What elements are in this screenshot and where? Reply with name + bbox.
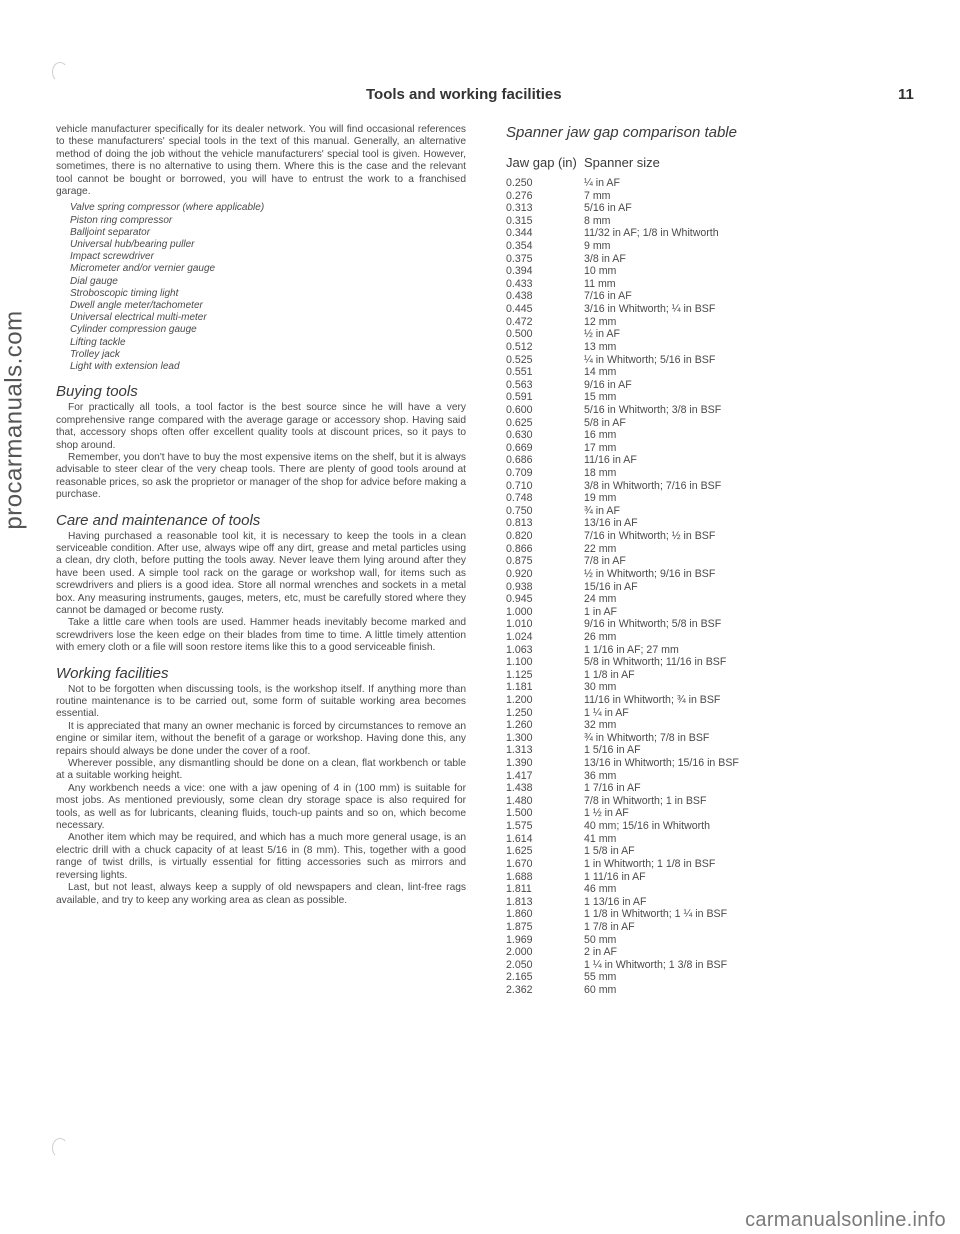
jaw-gap-cell: 2.050 bbox=[506, 958, 533, 971]
jaw-gap-cell: 0.472 bbox=[506, 315, 533, 328]
table-row bbox=[506, 366, 906, 379]
table-title: Spanner jaw gap comparison table bbox=[506, 124, 737, 141]
scan-mark-top bbox=[52, 62, 68, 82]
spanner-size-cell: 13/16 in Whitworth; 15/16 in BSF bbox=[584, 757, 739, 770]
table-row bbox=[506, 606, 906, 619]
page-number: 11 bbox=[898, 86, 914, 103]
jaw-gap-cell: 0.591 bbox=[506, 391, 533, 404]
spanner-size-cell: 7/16 in Whitworth; ½ in BSF bbox=[584, 530, 716, 543]
jaw-gap-cell: 0.669 bbox=[506, 441, 533, 454]
table-row bbox=[506, 379, 906, 392]
table-row bbox=[506, 240, 906, 253]
spanner-size-cell: 9/16 in AF bbox=[584, 378, 632, 391]
jaw-gap-cell: 0.313 bbox=[506, 202, 533, 215]
table-row bbox=[506, 278, 906, 291]
jaw-gap-cell: 0.938 bbox=[506, 580, 533, 593]
spanner-size-cell: 18 mm bbox=[584, 467, 617, 480]
jaw-gap-cell: 0.525 bbox=[506, 353, 533, 366]
jaw-gap-cell: 1.625 bbox=[506, 845, 533, 858]
spanner-size-cell: 1 1/8 in Whitworth; 1 ¼ in BSF bbox=[584, 908, 728, 921]
table-row bbox=[506, 984, 906, 997]
jaw-gap-cell: 0.866 bbox=[506, 542, 533, 555]
jaw-gap-cell: 0.344 bbox=[506, 227, 533, 240]
table-row bbox=[506, 833, 906, 846]
table-row bbox=[506, 908, 906, 921]
jaw-gap-cell: 1.063 bbox=[506, 643, 533, 656]
jaw-gap-cell: 0.551 bbox=[506, 366, 533, 379]
list-item: Impact screwdriver bbox=[70, 251, 154, 263]
table-row bbox=[506, 417, 906, 430]
table-row bbox=[506, 618, 906, 631]
table-body bbox=[506, 177, 906, 997]
jaw-gap-cell: 0.600 bbox=[506, 403, 533, 416]
spanner-size-cell: 5/8 in AF bbox=[584, 416, 626, 429]
jaw-gap-cell: 0.500 bbox=[506, 328, 533, 341]
spanner-size-cell: 50 mm bbox=[584, 933, 617, 946]
table-row bbox=[506, 858, 906, 871]
jaw-gap-cell: 1.860 bbox=[506, 908, 533, 921]
spanner-size-cell: 3/8 in AF bbox=[584, 252, 626, 265]
table-row bbox=[506, 656, 906, 669]
table-row bbox=[506, 581, 906, 594]
spanner-size-cell: 40 mm; 15/16 in Whitworth bbox=[584, 820, 710, 833]
jaw-gap-cell: 1.200 bbox=[506, 693, 533, 706]
table-row bbox=[506, 253, 906, 266]
table-row bbox=[506, 744, 906, 757]
working-paragraph-3: Wherever possible, any dismantling should be done on a clean, flat workbench or table at a suitable working height. bbox=[56, 758, 466, 782]
spanner-size-cell: 11/16 in Whitworth; ¾ in BSF bbox=[584, 693, 721, 706]
column-header-spanner-size: Spanner size bbox=[584, 155, 660, 170]
jaw-gap-cell: 0.354 bbox=[506, 240, 533, 253]
jaw-gap-cell: 0.445 bbox=[506, 303, 533, 316]
spanner-size-cell: 5/8 in Whitworth; 11/16 in BSF bbox=[584, 656, 727, 669]
spanner-size-cell: 7/8 in AF bbox=[584, 555, 626, 568]
jaw-gap-cell: 1.300 bbox=[506, 731, 533, 744]
jaw-gap-cell: 0.709 bbox=[506, 467, 533, 480]
jaw-gap-cell: 0.394 bbox=[506, 265, 533, 278]
list-item: Universal electrical multi-meter bbox=[70, 312, 207, 324]
spanner-size-cell: 19 mm bbox=[584, 492, 617, 505]
table-row bbox=[506, 328, 906, 341]
spanner-size-cell: 9/16 in Whitworth; 5/8 in BSF bbox=[584, 618, 722, 631]
jaw-gap-cell: 2.000 bbox=[506, 946, 533, 959]
table-row bbox=[506, 681, 906, 694]
jaw-gap-cell: 1.417 bbox=[506, 769, 533, 782]
jaw-gap-cell: 1.811 bbox=[506, 883, 532, 896]
table-row bbox=[506, 177, 906, 190]
jaw-gap-cell: 1.813 bbox=[506, 895, 533, 908]
table-row bbox=[506, 934, 906, 947]
list-item: Universal hub/bearing puller bbox=[70, 239, 195, 251]
spanner-size-cell: 17 mm bbox=[584, 441, 617, 454]
jaw-gap-cell: 0.820 bbox=[506, 530, 533, 543]
working-facilities-heading: Working facilities bbox=[56, 664, 169, 682]
jaw-gap-cell: 0.813 bbox=[506, 517, 533, 530]
table-row bbox=[506, 707, 906, 720]
table-row bbox=[506, 492, 906, 505]
jaw-gap-cell: 2.165 bbox=[506, 971, 533, 984]
spanner-size-cell: 22 mm bbox=[584, 542, 617, 555]
jaw-gap-cell: 0.630 bbox=[506, 429, 533, 442]
spanner-size-cell: 60 mm bbox=[584, 984, 617, 996]
spanner-size-cell: 10 mm bbox=[584, 265, 617, 278]
left-column bbox=[56, 124, 466, 907]
spanner-size-cell: ½ in AF bbox=[584, 328, 620, 341]
table-row bbox=[506, 505, 906, 518]
spanner-size-cell: 46 mm bbox=[584, 883, 617, 896]
spanner-size-cell: 32 mm bbox=[584, 719, 617, 732]
working-paragraph-6: Last, but not least, always keep a supply of old newspapers and clean, lint-free rags available, and try to keep any working area as clean as possible. bbox=[56, 882, 466, 906]
jaw-gap-cell: 1.100 bbox=[506, 656, 533, 669]
table-row bbox=[506, 316, 906, 329]
table-row bbox=[506, 543, 906, 556]
table-row bbox=[506, 971, 906, 984]
list-item: Lifting tackle bbox=[70, 336, 126, 348]
table-row bbox=[506, 190, 906, 203]
jaw-gap-cell: 0.625 bbox=[506, 416, 533, 429]
jaw-gap-cell: 1.614 bbox=[506, 832, 533, 845]
table-row bbox=[506, 795, 906, 808]
jaw-gap-cell: 0.438 bbox=[506, 290, 533, 303]
spanner-size-cell: 12 mm bbox=[584, 315, 617, 328]
table-row bbox=[506, 669, 906, 682]
table-row bbox=[506, 442, 906, 455]
spanner-size-cell: 3/8 in Whitworth; 7/16 in BSF bbox=[584, 479, 722, 492]
table-row bbox=[506, 946, 906, 959]
working-paragraph-2: It is appreciated that many an owner mechanic is forced by circumstances to remove an engine or similar item, without the benefit of a garage or workshop. Having done this, any repairs should always be done under the cover of a roof. bbox=[56, 720, 466, 757]
spanner-size-cell: 11/32 in AF; 1/8 in Whitworth bbox=[584, 227, 719, 240]
list-item: Dial gauge bbox=[70, 275, 118, 287]
jaw-gap-cell: 1.688 bbox=[506, 870, 533, 883]
table-row bbox=[506, 467, 906, 480]
spanner-size-cell: 15/16 in AF bbox=[584, 580, 638, 593]
table-row bbox=[506, 732, 906, 745]
spanner-size-cell: 14 mm bbox=[584, 366, 617, 379]
table-row bbox=[506, 782, 906, 795]
spanner-size-cell: 7 mm bbox=[584, 189, 611, 202]
table-row bbox=[506, 354, 906, 367]
jaw-gap-cell: 1.575 bbox=[506, 820, 533, 833]
jaw-gap-cell: 1.024 bbox=[506, 630, 533, 643]
spanner-size-cell: 11/16 in AF bbox=[584, 454, 637, 467]
table-row bbox=[506, 391, 906, 404]
spanner-size-cell: 55 mm bbox=[584, 971, 617, 984]
care-paragraph-2: Take a little care when tools are used. Hammer heads inevitably become marked and screwdrivers lose the keen edge on their blades from time to time. A little timely attention with emery cloth or a file will soon restore items like this to a good serviceable finish. bbox=[56, 617, 466, 654]
spanner-size-cell: 9 mm bbox=[584, 240, 611, 253]
scan-mark-bottom bbox=[52, 1138, 68, 1158]
table-row bbox=[506, 341, 906, 354]
jaw-gap-cell: 0.750 bbox=[506, 504, 533, 517]
spanner-size-cell: 36 mm bbox=[584, 769, 617, 782]
buying-tools-heading: Buying tools bbox=[56, 383, 138, 401]
bottom-watermark: carmanualsonline.info bbox=[745, 1209, 946, 1231]
table-row bbox=[506, 921, 906, 934]
jaw-gap-cell: 0.875 bbox=[506, 555, 533, 568]
working-paragraph-1: Not to be forgotten when discussing tools, is the workshop itself. If anything more than routine maintenance is to be carried out, some form of suitable working area becomes essential. bbox=[56, 683, 466, 720]
table-row bbox=[506, 757, 906, 770]
spanner-size-cell: 16 mm bbox=[584, 429, 617, 442]
jaw-gap-cell: 0.748 bbox=[506, 492, 533, 505]
table-row bbox=[506, 770, 906, 783]
spanner-size-cell: 13 mm bbox=[584, 340, 617, 353]
buying-paragraph-2: Remember, you don't have to buy the most expensive items on the shelf, but it is always advisable to steer clear of the very cheap tools. There are plenty of good tools around at reasonable prices, so ask the proprietor or manager of the shop for advice before making a purchase. bbox=[56, 451, 466, 501]
table-row bbox=[506, 480, 906, 493]
jaw-gap-cell: 1.390 bbox=[506, 757, 533, 770]
table-row bbox=[506, 227, 906, 240]
spanner-size-cell: 3/16 in Whitworth; ¼ in BSF bbox=[584, 303, 716, 316]
table-row bbox=[506, 820, 906, 833]
spanner-size-cell: 7/16 in AF bbox=[584, 290, 632, 303]
spanner-size-cell: 7/8 in Whitworth; 1 in BSF bbox=[584, 794, 707, 807]
working-paragraph-4: Any workbench needs a vice: one with a jaw opening of 4 in (100 mm) is suitable for most jobs. As mentioned previously, some clean dry storage space is also required for tools, as well as for lubricants, cleaning fluids, touch-up paints and so on, which become necessary. bbox=[56, 782, 466, 832]
spanner-size-cell: 1 11/16 in AF bbox=[584, 870, 646, 883]
jaw-gap-cell: 1.438 bbox=[506, 782, 533, 795]
table-row bbox=[506, 530, 906, 543]
spanner-size-cell: 1 1/8 in AF bbox=[584, 668, 635, 681]
intro-paragraph: vehicle manufacturer specifically for its dealer network. You will find occasional references to these manufacturers' special tools in the text of this manual. Generally, an alternative method of doing the job without the vehicle manufacturers' special tool is given. However, sometimes, there is no alternative to using them. Where this is the case and the relevant tool cannot be bought or borrowed, you will have to entrust the work to a franchised garage. bbox=[56, 124, 466, 198]
jaw-gap-cell: 1.010 bbox=[506, 618, 533, 631]
spanner-size-cell: 24 mm bbox=[584, 593, 617, 606]
care-paragraph-1: Having purchased a reasonable tool kit, it is necessary to keep the tools in a clean serviceable condition. After use, always wipe off any dirt, grease and metal particles using a clean, dry cloth, before putting the tools away. Never leave them lying around after they have been used. A simple tool rack on the garage or workshop wall, for items such as screwdrivers and pliers is a good idea. Store all normal wrenches and sockets in a metal box. Any measuring instruments, gauges, meters, etc, must be carefully stored where they cannot be damaged or become rusty. bbox=[56, 530, 466, 616]
list-item: Valve spring compressor (where applicable) bbox=[70, 202, 265, 214]
spanner-size-cell: 5/16 in Whitworth; 3/8 in BSF bbox=[584, 403, 722, 416]
spanner-size-cell: 15 mm bbox=[584, 391, 617, 404]
spanner-size-cell: ¾ in AF bbox=[584, 504, 620, 517]
jaw-gap-cell: 0.512 bbox=[506, 340, 533, 353]
table-row bbox=[506, 883, 906, 896]
jaw-gap-cell: 0.375 bbox=[506, 252, 533, 265]
jaw-gap-cell: 0.945 bbox=[506, 593, 533, 606]
spanner-size-cell: 41 mm bbox=[584, 832, 617, 845]
table-row bbox=[506, 454, 906, 467]
side-watermark bbox=[0, 180, 30, 660]
jaw-gap-cell: 1.969 bbox=[506, 933, 533, 946]
spanner-size-cell: 5/16 in AF bbox=[584, 202, 632, 215]
spanner-size-cell: 1 13/16 in AF bbox=[584, 895, 647, 908]
list-item: Micrometer and/or vernier gauge bbox=[70, 263, 216, 275]
list-item: Light with extension lead bbox=[70, 361, 180, 373]
table-row bbox=[506, 265, 906, 278]
table-row bbox=[506, 644, 906, 657]
spanner-size-cell: ¼ in Whitworth; 5/16 in BSF bbox=[584, 353, 716, 366]
table-row bbox=[506, 290, 906, 303]
list-item: Stroboscopic timing light bbox=[70, 287, 179, 299]
spanner-size-cell: 30 mm bbox=[584, 681, 617, 694]
table-row bbox=[506, 429, 906, 442]
table-row bbox=[506, 404, 906, 417]
jaw-gap-cell: 0.250 bbox=[506, 177, 533, 189]
list-item: Balljoint separator bbox=[70, 226, 151, 238]
spanner-size-cell: 1 5/16 in AF bbox=[584, 744, 641, 757]
spanner-size-cell: 11 mm bbox=[584, 277, 616, 290]
jaw-gap-cell: 0.433 bbox=[506, 277, 533, 290]
care-heading: Care and maintenance of tools bbox=[56, 511, 261, 529]
special-tools-list bbox=[70, 202, 466, 373]
jaw-gap-cell: 0.710 bbox=[506, 479, 533, 492]
table-row bbox=[506, 896, 906, 909]
jaw-gap-cell: 0.686 bbox=[506, 454, 533, 467]
jaw-gap-cell: 0.920 bbox=[506, 567, 533, 580]
jaw-gap-cell: 0.315 bbox=[506, 214, 533, 227]
spanner-size-cell: 1 7/8 in AF bbox=[584, 920, 635, 933]
list-item: Cylinder compression gauge bbox=[70, 324, 197, 336]
spanner-size-cell: ¾ in Whitworth; 7/8 in BSF bbox=[584, 731, 710, 744]
table-header bbox=[506, 155, 906, 177]
spanner-size-cell: ¼ in AF bbox=[584, 177, 620, 189]
spanner-size-cell: 2 in AF bbox=[584, 946, 617, 959]
page-title: Tools and working facilities bbox=[366, 86, 562, 103]
spanner-size-cell: 1 in AF bbox=[584, 605, 617, 618]
table-row bbox=[506, 303, 906, 316]
side-watermark-text: procarmanuals.com bbox=[1, 310, 28, 530]
list-item: Trolley jack bbox=[70, 348, 120, 360]
jaw-gap-cell: 1.480 bbox=[506, 794, 533, 807]
column-header-jaw-gap: Jaw gap (in) bbox=[506, 155, 577, 170]
working-paragraph-5: Another item which may be required, and which has a much more general usage, is an electric drill with a chuck capacity of at least 5/16 in (8 mm). This, together with a good range of twist drills, is virtually essential for fitting accessories such as mirrors and reversing lights. bbox=[56, 832, 466, 881]
jaw-gap-cell: 0.563 bbox=[506, 378, 533, 391]
jaw-gap-cell: 1.875 bbox=[506, 920, 533, 933]
table-row bbox=[506, 215, 906, 228]
spanner-size-cell: 1 ½ in AF bbox=[584, 807, 629, 820]
table-row bbox=[506, 202, 906, 215]
spanner-size-cell: 1 ¼ in AF bbox=[584, 706, 629, 719]
spanner-size-cell: 1 1/16 in AF; 27 mm bbox=[584, 643, 679, 656]
jaw-gap-cell: 1.181 bbox=[506, 681, 533, 694]
spanner-table bbox=[506, 124, 906, 997]
table-row bbox=[506, 807, 906, 820]
jaw-gap-cell: 1.250 bbox=[506, 706, 533, 719]
jaw-gap-cell: 0.276 bbox=[506, 189, 533, 202]
table-row bbox=[506, 593, 906, 606]
buying-paragraph-1: For practically all tools, a tool factor is the best source since he will have a very comprehensive range compared with the average garage or accessory shop. Having said that, accessory shops often offer excellent quality tools at discount prices, so it pays to shop around. bbox=[56, 402, 466, 451]
spanner-size-cell: 26 mm bbox=[584, 630, 617, 643]
jaw-gap-cell: 2.362 bbox=[506, 984, 533, 996]
jaw-gap-cell: 1.000 bbox=[506, 605, 533, 618]
spanner-size-cell: 1 ¼ in Whitworth; 1 3/8 in BSF bbox=[584, 958, 728, 971]
table-row bbox=[506, 959, 906, 972]
table-row bbox=[506, 631, 906, 644]
table-row bbox=[506, 845, 906, 858]
spanner-size-cell: 1 5/8 in AF bbox=[584, 845, 635, 858]
page-header bbox=[0, 86, 960, 110]
jaw-gap-cell: 1.260 bbox=[506, 719, 533, 732]
list-item: Piston ring compressor bbox=[70, 214, 173, 226]
jaw-gap-cell: 1.313 bbox=[506, 744, 533, 757]
spanner-size-cell: 8 mm bbox=[584, 214, 611, 227]
spanner-size-cell: ½ in Whitworth; 9/16 in BSF bbox=[584, 567, 716, 580]
spanner-size-cell: 1 7/16 in AF bbox=[584, 782, 641, 795]
jaw-gap-cell: 1.670 bbox=[506, 857, 533, 870]
table-row bbox=[506, 871, 906, 884]
spanner-size-cell: 1 in Whitworth; 1 1/8 in BSF bbox=[584, 857, 716, 870]
table-row bbox=[506, 719, 906, 732]
jaw-gap-cell: 1.500 bbox=[506, 807, 533, 820]
table-row bbox=[506, 694, 906, 707]
table-row bbox=[506, 568, 906, 581]
spanner-size-cell: 13/16 in AF bbox=[584, 517, 638, 530]
jaw-gap-cell: 1.125 bbox=[506, 668, 533, 681]
list-item: Dwell angle meter/tachometer bbox=[70, 300, 203, 312]
table-row bbox=[506, 517, 906, 530]
table-row bbox=[506, 555, 906, 568]
